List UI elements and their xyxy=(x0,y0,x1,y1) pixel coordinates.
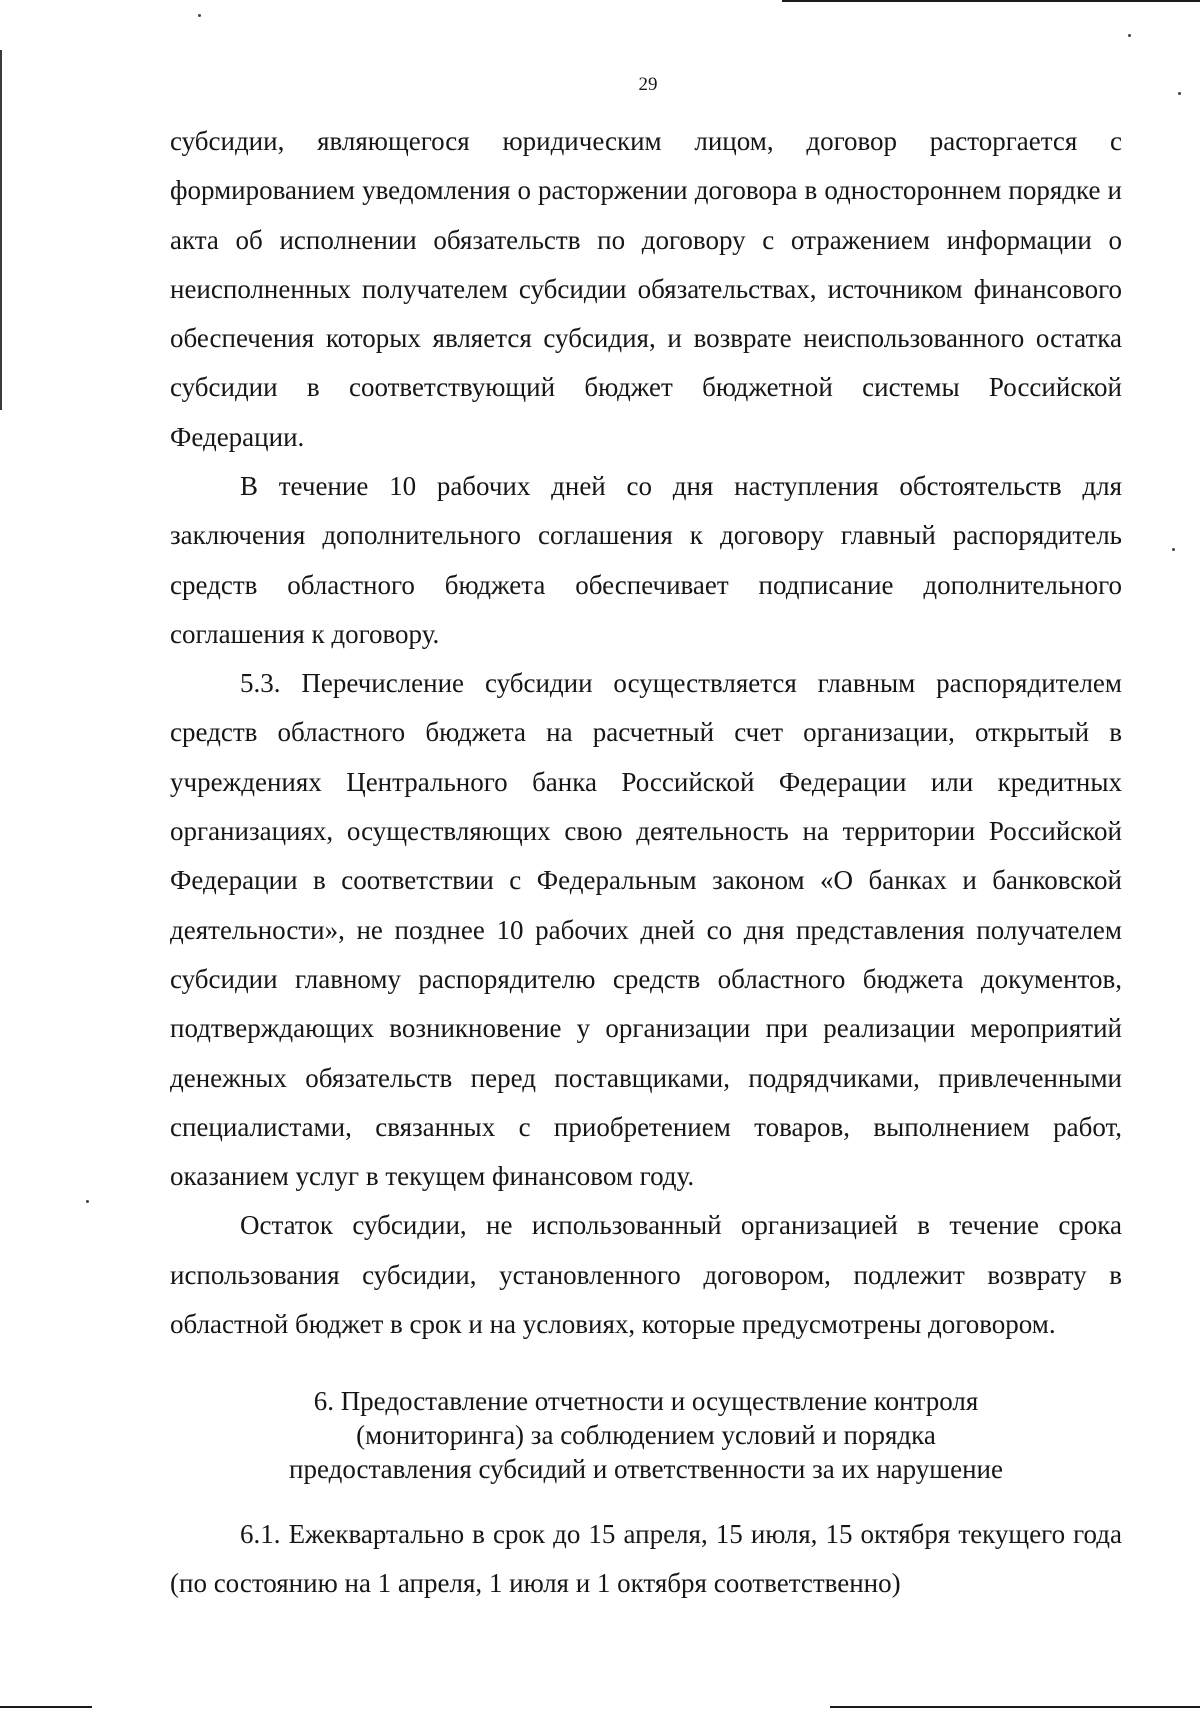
paragraph: Остаток субсидии, не использованный организацией в течение срока использования субсидии, установленного договором, подлежит возврату в областной бюджет в срок и на условиях, которые предусмотрены договором. xyxy=(170,1210,1122,1340)
scan-speck xyxy=(86,1200,89,1203)
section-heading-line: предоставления субсидий и ответственности за их нарушение xyxy=(289,1454,1003,1484)
left-margin-line xyxy=(0,50,2,410)
section-heading-6 xyxy=(170,1384,1122,1486)
scan-speck xyxy=(1128,34,1131,37)
section-heading-line: (мониторинга) за соблюдением условий и порядка xyxy=(356,1420,936,1450)
paragraph: В течение 10 рабочих дней со дня наступления обстоятельств для заключения дополнительного соглашения к договору главный распорядитель средств областного бюджета обеспечивает подписание дополнительного соглашения к договору. xyxy=(170,471,1122,649)
paragraph-6-1: 6.1. Ежеквартально в срок до 15 апреля, 15 июля, 15 октября текущего года (по состоянию на 1 апреля, 1 июля и 1 октября соответственно) xyxy=(170,1519,1122,1599)
top-edge-line xyxy=(782,0,1200,2)
body-text-block xyxy=(170,117,1122,1349)
paragraph-continuation: субсидии, являющегося юридическим лицом, договор расторгается с формированием уведомления о расторжении договора в одностороннем порядке и акта об исполнении обязательств по договору с отражением информации о неисполненных получателем субсидии обязательствах, источником финансового обеспечения которых является субсидия, и возврате неиспользованного остатка субсидии в соответствующий бюджет бюджетной системы Российской Федерации. xyxy=(170,126,1122,452)
section-heading-line: 6. Предоставление отчетности и осуществление контроля xyxy=(313,1386,979,1416)
body-text-block xyxy=(170,1510,1122,1609)
page-number: 29 xyxy=(638,74,658,95)
scan-speck xyxy=(1172,548,1175,551)
bottom-edge-line-left xyxy=(0,1706,92,1708)
scan-speck xyxy=(198,14,201,17)
paragraph-5-3: 5.3. Перечисление субсидии осуществляется главным распорядителем средств областного бюджета на расчетный счет организации, открытый в учреждениях Центрального банка Российской Федерации или кредитных организациях, осуществляющих свою деятельность на территории Российской Федерации в соответствии с Федеральным законом «О банках и банковской деятельности», не позднее 10 рабочих дней со дня представления получателем субсидии главному распорядителю средств областного бюджета документов, подтверждающих возникновение у организации при реализации мероприятий денежных обязательств перед поставщиками, подрядчиками, привлеченными специалистами, связанных с приобретением товаров, выполнением работ, оказанием услуг в текущем финансовом году. xyxy=(170,668,1122,1192)
bottom-edge-line-right xyxy=(830,1706,1200,1708)
